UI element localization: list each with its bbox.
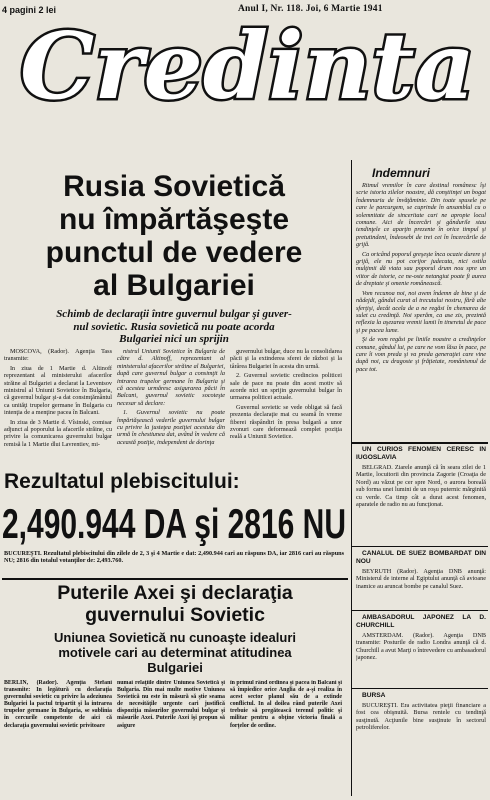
news-text: BELGRAD. Ziarele anunţă că în seara zilei de 1 Martie, locuitorii din provincia Zagorie (Croaţia de Nord) au văzut pe cer spre Nord, o aurora boreală sub forma unei lumini de un roşu puternic mărginită cu verde. Ca timp cât a durat acest fenomen, aparatele de radio nu au funcţionat.: [356, 464, 486, 509]
paragraph: Guvernul sovietic se vede obligat să facă prezenta declaraţie mai cu seamă în vreme fiberei răspândiri în presa bulgară a unor zvonuri care deformează complet poziţia reală a Uniunii Sovietice.: [230, 403, 342, 441]
news-item-2: [356, 550, 486, 608]
divider: [352, 688, 488, 689]
news-text: BEYRUTH (Rador). Agenţia DNB anunţă: Ministerul de interne al Egiptului anunţă că avioane inamice au aruncat bombe pe canalul Suez.: [356, 568, 486, 590]
lead-headline-line: al Bulgariei: [93, 269, 255, 302]
news-text: AMSTERDAM. (Rador). Agenţia DNB transmite: Posturile de radio Londra anunţă că d. Churchill a avut Marţi o întrevedere cu ambasadorul japonez.: [356, 632, 486, 662]
divider: [2, 578, 348, 580]
plebiscite-text: BUCUREŞTI. Rezultatul plebiscitului din zilele de 2, 3 şi 4 Martie e dat: 2,490.944 cari au răspuns DA, iar 2816 cari au răspuns NU; 2816 din totalul votanţilor de: 2,493.760.: [4, 550, 344, 565]
lead-subhead-line: Schimb de declaraţii între guvernul bulgar şi guver-: [56, 308, 292, 320]
plebiscite-result-text: 2,490.944 DA şi 2816 NU: [2, 500, 346, 546]
lead-headline: [4, 170, 344, 302]
paragraph: 2. Guvernul sovietic credincios politicei sale de pace nu poate din acest motiv să acorde nici un sprijin guvernului bulgar în urmarea politicei actuale.: [230, 372, 342, 402]
paragraph: MOSCOVA, (Rador). Agenţia Tass transmite:: [4, 348, 112, 363]
paragraph: In ziua de 1 Martie d. Altinoff reprezentant al ministerului afacerilor străine al Bulgariei a declarat la Leventsov ministrul al Uniunii Sovietice în Bulgaria, că guvernul bulgar şi-a dat consimţământul ca unităţi trupelor germane în Bulgaria cu intenţia de a menţine pacea în Balcani.: [4, 364, 112, 417]
paragraph: 1. Guvernul sovietic nu poate împărtăşească vederile guvernului bulgar cu privire la justeţea poziţiei acestuia din urmă în chestiunea dat, având în vedere că această poziţie, independent de dorinţa: [117, 409, 225, 446]
masthead-title-art: [20, 12, 480, 112]
lead-headline-line: Rusia Sovietică: [63, 170, 285, 203]
axis-column-3: în primul rând ordinea şi pacea în Balcani şi să împiedice orice Anglia de a-şi realiza în acest sector planul său de a extinde conflictul. In al doilea rând puterile Axei trebuie să pregătească terenul politic şi militar pentru a obţine victoria finală a forţelor de ordine.: [230, 680, 342, 729]
lead-subhead-line: nul sovietic. Rusia sovietică nu poate acorda: [73, 320, 275, 333]
axis-subhead-line: motivele cari au determinat atitudinea: [58, 645, 292, 660]
divider: [352, 546, 488, 547]
news-item-1: [356, 446, 486, 544]
plebiscite-result-art: [2, 496, 350, 546]
lead-column-1: [4, 348, 112, 458]
lead-column-2: [117, 348, 225, 458]
news-title: UN CURIOS FENOMEN CERESC IN IUGOSLAVIA: [356, 446, 486, 461]
paragraph: guvernului bulgar, duce nu la consolidarea păcii şi la extinderea sferei de război şi la târârea Bulgariei în acesta din urmă.: [230, 348, 342, 370]
sidebar-editorial: [356, 182, 486, 444]
news-title: AMBASADORUL JAPONEZ LA D. CHURCHILL: [356, 614, 486, 629]
axis-column-1: BERLIN, (Rador). Agenţia Stefani transmite: In legătură cu declaraţia guvernului sovietic cu privire la adeziunea Bulgariei la pactul tripartit şi la intrarea trupelor germane în Bulgaria, se sublinia în cercurile competente de aici că declaraţia guvernului sovietic privitoare: [4, 680, 112, 729]
axis-headline-line: guvernului Sovietic: [85, 604, 265, 626]
lead-column-3: [230, 348, 342, 458]
news-item-3: [356, 614, 486, 686]
lead-headline-line: nu împărtăşeşte: [58, 203, 290, 236]
paragraph: In ziua de 3 Martie d. Vîsinski, comisar adjunct al poporului la afacerile străine, cu privire la comunicarea guvernului bulgar remisă la 1 Martie dlui Lavrentiev, mi-: [4, 418, 112, 448]
paragraph: Ca oricând poporul greşeşte înca ocazie durere şi grijă, ele nu pot corijor judecata, nici ostila mulţimii dă viata sau poporul drum nou spre un viitor de istorie, ce ne-oste netangiut poate fi aurea de dreptate şi omenie românească.: [356, 250, 486, 288]
lead-headline-line: punctul de vedere: [45, 236, 303, 269]
paragraph: nistrul Uniunii Sovietice în Bulgaria de către d. Altinoff, reprezentant al ministerului afacerilor străine al Bulgariei, după care guvernul bulgar a consimţit la intrarea trupelor germane în Bulgaria şi că acestea urmăresc asigurarea păcii în Balcani, guvernul sovietic socoteşte necesar să declare:: [117, 348, 225, 407]
axis-column-2: numai relaţiile dintre Uniunea Sovietică şi Bulgaria. Din mai multe motive Uniunea Sovietică nu este în măsură să ştie seama de necesităţile urgente cari justifică dispoziţia măsurilor guvernului bulgar şi măsurile Axei. Puterile Axei îşi propun să asigure: [117, 680, 225, 729]
axis-subhead: [2, 630, 348, 675]
sidebar-title: Indemnuri: [372, 166, 431, 180]
news-text: BUCUREŞTI. Era activitatea pieţii financiare a fost cea obişnuită. Bursa rentele cu tendinţă susţinută. Acţiunile bine susţinute în sectorul petroliferelor.: [356, 702, 486, 732]
paragraph: Vom recunoa noi, noi avem îndemn de bine şi de nădejdi, gândul curat al trecutului nostru, fără alte sferţişi, decât acela de a ne regăsi în chemarea de sulet cu credinţă. Noi sperăm, ca ase zis, prezintă reflexia la aşezarea vremii lumii în tineretul de pace şi pe pacea lume.: [356, 289, 486, 334]
price-label: 4 pagini 2 lei: [2, 5, 57, 15]
axis-subhead-line: Bulgariei: [147, 660, 203, 675]
plebiscite-result: [2, 496, 350, 546]
news-title: CANALUL DE SUEZ BOMBARDAT DIN NOU: [356, 550, 486, 565]
masthead-title: [20, 12, 480, 112]
news-title: BURSA: [362, 692, 386, 699]
axis-headline: [2, 582, 348, 626]
axis-subhead-line: Uniunea Sovietică nu cunoaşte idealuri: [53, 630, 296, 645]
news-item-4: [356, 692, 486, 792]
issue-info: Anul I, Nr. 118. Joi, 6 Martie 1941: [238, 4, 383, 14]
lead-subhead-line: Bulgariei nici un sprijin: [119, 333, 229, 345]
lead-subhead: [4, 308, 344, 346]
axis-headline-line: Puterile Axei şi declaraţia: [57, 582, 293, 604]
paragraph: Ritmul vremilor în care destinul românesc îşi scrie istoria zilelor noastre, dă conştiinţei un bogat îndemnuriu de învăţăminte. Din toate spusele pe care le parcurgem, se cuprinde în ansamblul cu o solemnitate de sinceritate cari ne apropie locul comune. Aici de încercări şi gândurile stau tendinţele ce aparţin prezente în orice timpul şi pretutindeni, îndeosebi de trei cei în încercările de grijă.: [356, 182, 486, 249]
divider: [352, 442, 488, 444]
plebiscite-header: Rezultatul plebiscitului:: [4, 470, 240, 493]
sidebar-divider: [351, 160, 352, 796]
divider: [352, 610, 488, 611]
masthead-title-text: Credinta: [20, 12, 475, 112]
paragraph: Şi de vom regăsi pe liniile noastre a credinţelor comune, gândul lui, pe care ne vom lăsa în pace, pe care îi vom preda şi va preda generaţiei care vine după noi, cu dragoste şi frăţietate, românismul de pace tot.: [356, 336, 486, 373]
